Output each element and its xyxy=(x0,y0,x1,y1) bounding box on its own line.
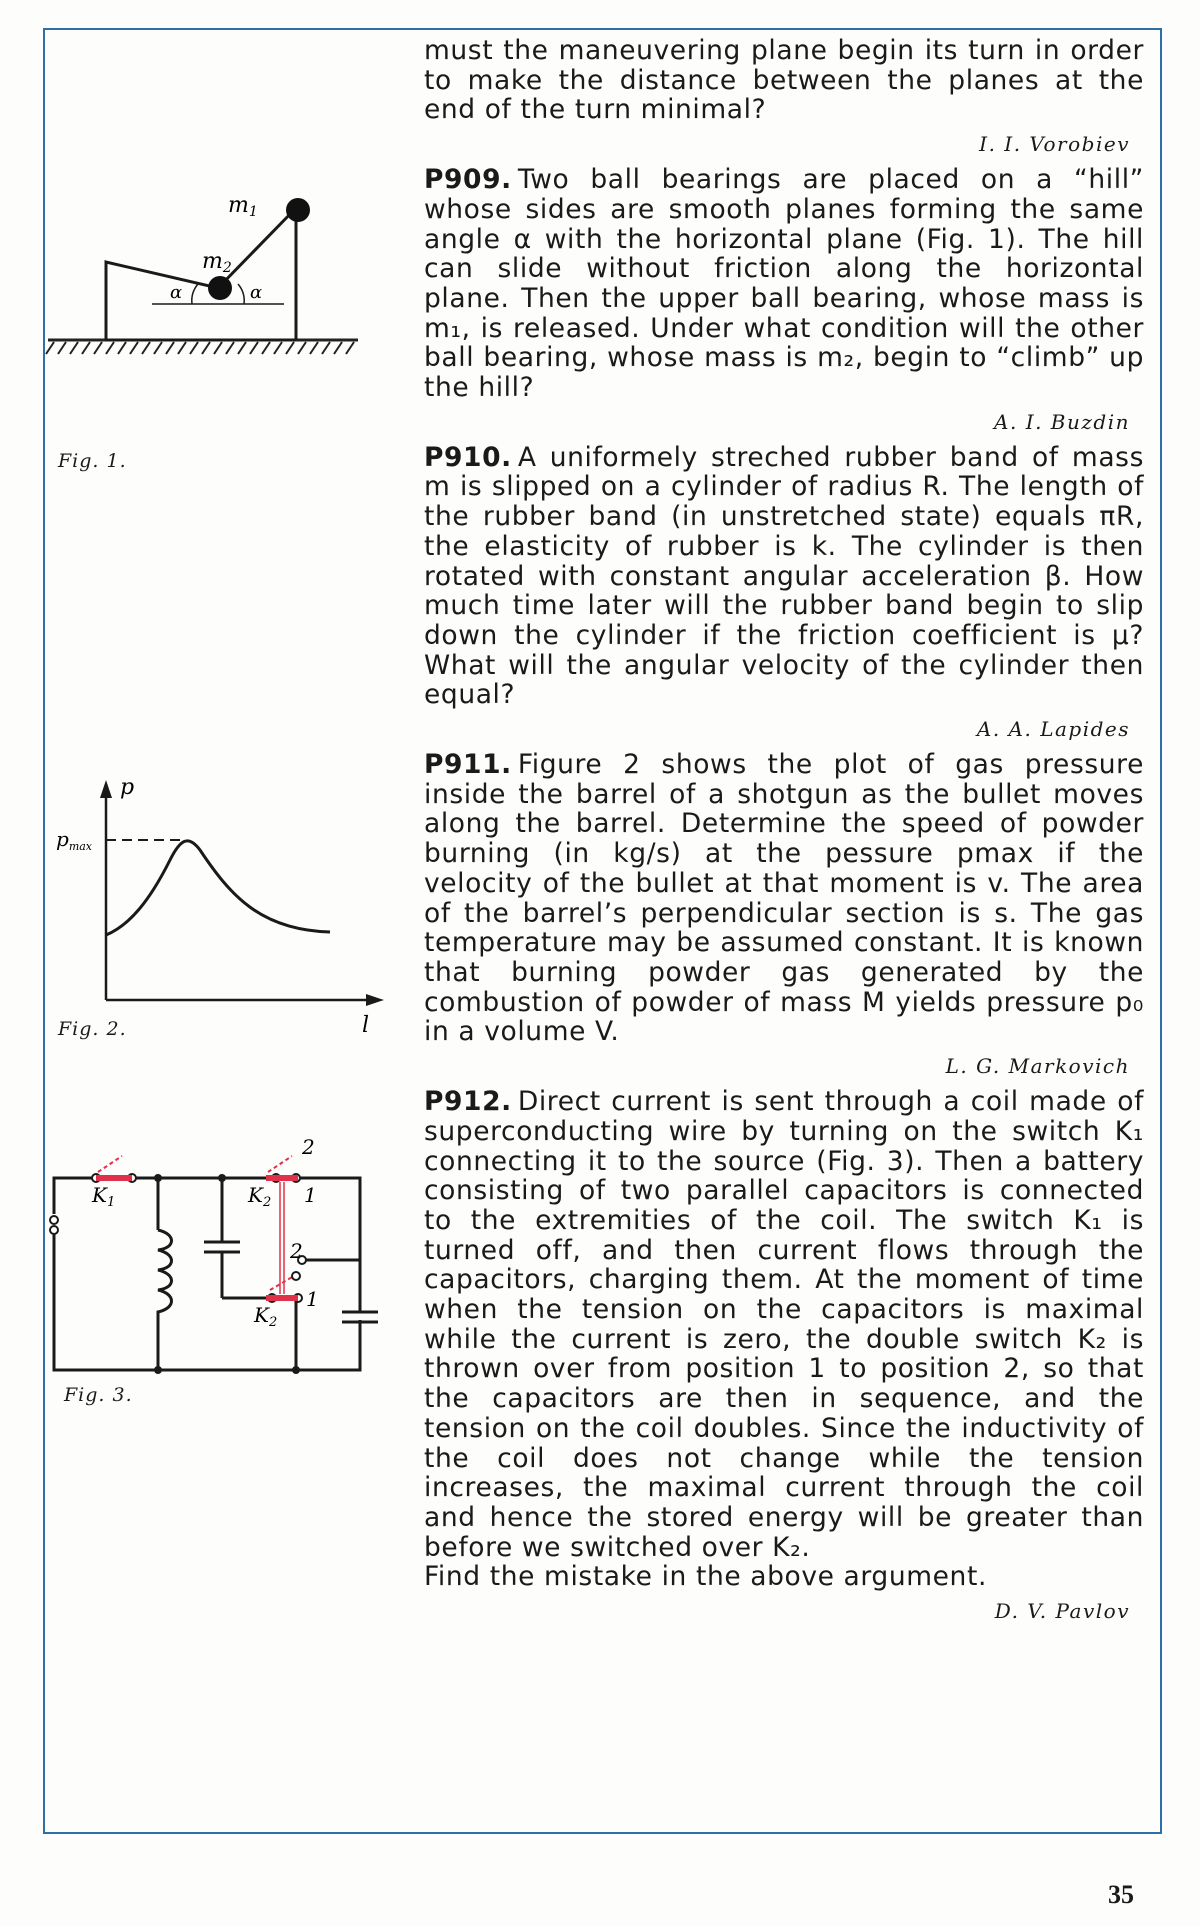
junction-dot xyxy=(218,1174,226,1182)
figure-2 xyxy=(40,770,400,1040)
source-terminal xyxy=(50,1216,58,1224)
hill-body xyxy=(106,262,220,365)
ball-m1 xyxy=(286,198,310,222)
wire-left-top xyxy=(54,1178,94,1214)
problem-text: Direct current is sent through a coil made of superconducting wire by turning on the switch K₁ connecting it to the source (Fig. 3). Then a battery consisting of two parallel capacitors is connected to the extremities of the coil. The switch K₁ is turned off, and then current flows through the capacitors, charging them. At the moment of time when the tension on the capacitors is maximal while the current is zero, the double switch K₂ is thrown over from position 1 to position 2, so that the capacitors are then in sequence, and the tension on the coil doubles. Since the inductivity of the coil does not change while the tension increases, the maximal current through the coil and hence the stored energy will be greater than before we switched over K₂. xyxy=(424,1086,1144,1563)
switch-k1 xyxy=(92,1156,136,1182)
junction-dot xyxy=(154,1366,162,1374)
problem-text: Figure 2 shows the plot of gas pressure inside the barrel of a shotgun as the bullet moves along the barrel. Determine the speed of powder burning (in kg/s) at the pessure pmax if the velocity of the bullet at that moment is v. The area of the barrel’s perpendicular section is s. The gas temperature may be assumed constant. It is known that burning powder gas generated by the combustion of powder of mass M yields pressure p₀ in a volume V. xyxy=(424,749,1144,1048)
source-terminal xyxy=(50,1226,58,1234)
k2-bottom-label: $K_2$ xyxy=(254,1303,278,1330)
mass-label-m1: m1 xyxy=(228,193,258,220)
x-axis-arrow xyxy=(366,994,384,1006)
problem-author: D. V. Pavlov xyxy=(994,1599,1130,1624)
mass-label-m2: m2 xyxy=(202,249,232,276)
fig-1-label: Fig. 1. xyxy=(58,450,127,472)
problem-author: A. A. Lapides xyxy=(976,717,1130,742)
junction-dot xyxy=(292,1366,300,1374)
problem-author: L. G. Markovich xyxy=(945,1054,1130,1079)
x-axis-label: l xyxy=(362,1013,370,1038)
problem-text: Two ball bearings are placed on a “hill” whose sides are smooth planes forming the same angle α with the horizontal plane (Fig. 1). The hill can slide without friction along the horizontal plane. Then the upper ball bearing, whose mass is m₁, is released. Under what condition will the other ball bearing, whose mass is m₂, begin to “climb” up the hill? xyxy=(424,164,1144,404)
inductor-coil xyxy=(158,1230,172,1316)
figure-3 xyxy=(40,1130,400,1380)
position-2-top: 2 xyxy=(302,1135,315,1159)
fig-2-label: Fig. 2. xyxy=(58,1018,127,1040)
k2-top-label: $K_2$ xyxy=(248,1183,272,1210)
k1-label: $K_1$ xyxy=(92,1183,116,1210)
ball-m2 xyxy=(208,276,232,300)
position-1-top: 1 xyxy=(304,1183,317,1207)
position-1-bottom: 1 xyxy=(306,1287,319,1311)
angle-label-left: α xyxy=(170,282,183,303)
continuation-text: must the maneuvering plane begin its turn in order to make the distance between the planes at the end of the turn minimal? xyxy=(424,35,1144,126)
figure-1 xyxy=(40,180,400,440)
hill-outline xyxy=(106,208,296,340)
problem-p912 xyxy=(424,1087,1144,1626)
problem-author: A. I. Buzdin xyxy=(994,409,1130,434)
ground-hatching xyxy=(46,342,354,354)
position-2-mid: 2 xyxy=(290,1239,303,1263)
problem-p911 xyxy=(424,750,1144,1081)
angle-arc-left xyxy=(192,284,198,304)
y-axis-arrow xyxy=(100,780,112,798)
problem-number: P910. xyxy=(424,441,512,473)
problem-number: P909. xyxy=(424,164,512,196)
problem-p909 xyxy=(424,165,1144,437)
problem-extra: Find the mistake in the above argument. xyxy=(424,1561,987,1593)
fig-3-label: Fig. 3. xyxy=(64,1384,133,1406)
junction-dot xyxy=(154,1174,162,1182)
problem-number: P912. xyxy=(424,1086,512,1118)
problem-p910 xyxy=(424,443,1144,744)
y-axis-label: p xyxy=(120,775,135,800)
pmax-label: $p_{max}$ xyxy=(56,827,93,853)
page-number: 35 xyxy=(1108,1880,1134,1909)
text-column xyxy=(424,36,1144,1628)
continuation-author: I. I. Vorobiev xyxy=(979,132,1130,157)
pressure-curve xyxy=(106,841,330,935)
problem-text: A uniformely streched rubber band of mass m is slipped on a cylinder of radius R. The length of the rubber band (in unstretched state) equals πR, the elasticity of rubber is k. The cylinder is then rotated with constant angular acceleration β. How much time later will the rubber band begin to slip down the cylinder if the friction coefficient is μ? What will the angular velocity of the cylinder then equal? xyxy=(424,441,1144,711)
angle-arc-right xyxy=(238,284,244,304)
angle-label-right: α xyxy=(250,282,263,303)
problem-number: P911. xyxy=(424,749,512,781)
